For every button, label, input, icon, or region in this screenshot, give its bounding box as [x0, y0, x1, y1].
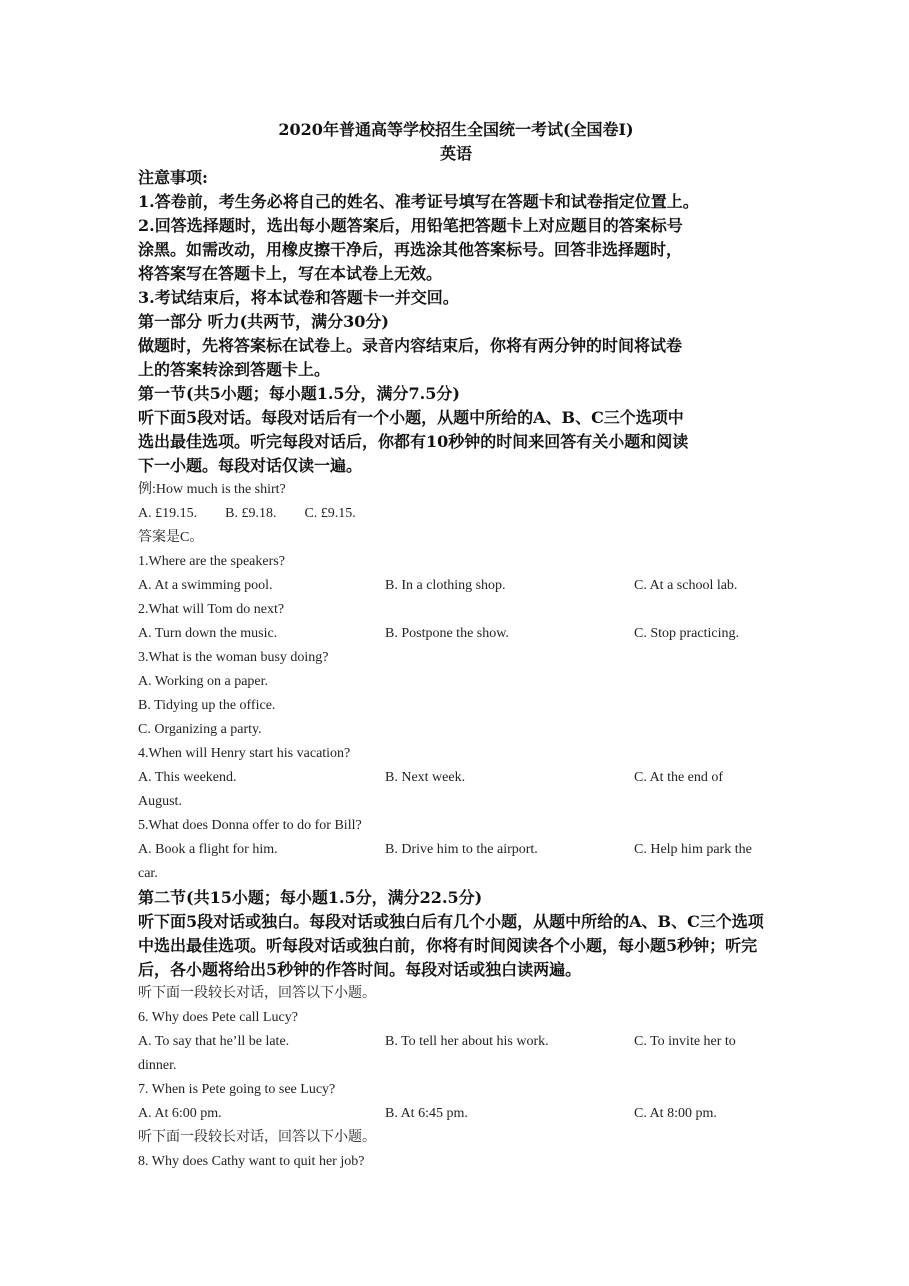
question-5-options	[138, 838, 774, 862]
notes-heading: 注意事项:	[138, 168, 208, 187]
section2-heading: 第二节(共15小题；每小题1.5分，满分22.5分)	[138, 888, 483, 907]
question-3: 3.What is the woman busy doing?	[138, 650, 329, 665]
question-6-options	[138, 1030, 774, 1054]
option-b: B. In a clothing shop.	[385, 578, 506, 593]
option-a: A. Book a flight for him.	[138, 842, 278, 857]
note-2-line-2: 涂黑。如需改动，用橡皮擦干净后，再选涂其他答案标号。回答非选择题时，	[138, 240, 683, 259]
example-question: 例:How much is the shirt?	[138, 482, 286, 497]
option-c: C. Organizing a party.	[138, 722, 262, 737]
example-option-a: A. £19.15.	[138, 506, 198, 521]
question-7-options	[138, 1102, 774, 1126]
option-a: A. This weekend.	[138, 770, 237, 785]
option-b: B. Postpone the show.	[385, 626, 509, 641]
example-option-c: C. £9.15.	[304, 506, 356, 521]
section1-heading: 第一节(共5小题；每小题1.5分，满分7.5分)	[138, 384, 460, 403]
exam-content	[138, 117, 774, 1174]
question-2-options	[138, 622, 774, 646]
example-answer: 答案是C。	[138, 530, 204, 545]
option-c: C. At 8:00 pm.	[634, 1106, 717, 1121]
part1-intro-line-2: 上的答案转涂到答题卡上。	[138, 360, 331, 379]
dialogue-lead: 听下面一段较长对话，回答以下小题。	[138, 986, 376, 1001]
option-c-wrap: August.	[138, 794, 182, 809]
note-3: 3.考试结束后，将本试卷和答题卡一并交回。	[138, 288, 459, 307]
part1-intro-line-1: 做题时，先将答案标在试卷上。录音内容结束后，你将有两分钟的时间将试卷	[138, 336, 683, 355]
option-c: C. Help him park the	[634, 842, 752, 857]
section2-intro-line-2: 中选出最佳选项。听每段对话或独白前，你将有时间阅读各个小题，每小题5秒钟；听完	[138, 936, 758, 955]
option-a: A. To say that he’ll be late.	[138, 1034, 290, 1049]
question-7: 7. When is Pete going to see Lucy?	[138, 1082, 336, 1097]
option-c: C. At the end of	[634, 770, 724, 785]
dialogue-lead: 听下面一段较长对话，回答以下小题。	[138, 1130, 376, 1145]
section2-intro-line-3: 后，各小题将给出5秒钟的作答时间。每段对话或独白读两遍。	[138, 960, 582, 979]
section1-intro-line-3: 下一小题。每段对话仅读一遍。	[138, 456, 363, 475]
question-1: 1.Where are the speakers?	[138, 554, 285, 569]
question-5: 5.What does Donna offer to do for Bill?	[138, 818, 362, 833]
example-option-b: B. £9.18.	[225, 506, 277, 521]
question-4: 4.When will Henry start his vacation?	[138, 746, 351, 761]
example-options	[138, 502, 774, 526]
part1-heading: 第一部分 听力(共两节，满分30分)	[138, 312, 389, 331]
option-a: A. At a swimming pool.	[138, 578, 273, 593]
question-2: 2.What will Tom do next?	[138, 602, 285, 617]
option-a: A. Working on a paper.	[138, 674, 269, 689]
option-c-wrap: car.	[138, 866, 158, 881]
note-2-line-1: 2.回答选择题时，选出每小题答案后，用铅笔把答题卡上对应题目的答案标号	[138, 216, 683, 235]
question-6: 6. Why does Pete call Lucy?	[138, 1010, 298, 1025]
section2-intro-line-1: 听下面5段对话或独白。每段对话或独白后有几个小题，从题中所给的A、B、C三个选项	[138, 912, 764, 931]
question-4-options	[138, 766, 774, 790]
option-c: C. To invite her to	[634, 1034, 736, 1049]
option-a: A. Turn down the music.	[138, 626, 278, 641]
option-b: B. At 6:45 pm.	[385, 1106, 468, 1121]
note-2-line-3: 将答案写在答题卡上，写在本试卷上无效。	[138, 264, 443, 283]
exam-title: 2020年普通高等学校招生全国统一考试(全国卷I)	[278, 120, 634, 139]
option-c-wrap: dinner.	[138, 1058, 177, 1073]
option-b: B. Drive him to the airport.	[385, 842, 538, 857]
option-a: A. At 6:00 pm.	[138, 1106, 222, 1121]
option-b: B. To tell her about his work.	[385, 1034, 549, 1049]
option-c: C. At a school lab.	[634, 578, 738, 593]
option-b: B. Tidying up the office.	[138, 698, 276, 713]
exam-subject: 英语	[439, 144, 472, 163]
option-b: B. Next week.	[385, 770, 466, 785]
question-8: 8. Why does Cathy want to quit her job?	[138, 1154, 365, 1169]
note-1: 1.答卷前，考生务必将自己的姓名、准考证号填写在答题卡和试卷指定位置上。	[138, 192, 699, 211]
section1-intro-line-1: 听下面5段对话。每段对话后有一个小题，从题中所给的A、B、C三个选项中	[138, 408, 684, 427]
question-1-options	[138, 574, 774, 598]
option-c: C. Stop practicing.	[634, 626, 739, 641]
section1-intro-line-2: 选出最佳选项。听完每段对话后，你都有10秒钟的时间来回答有关小题和阅读	[138, 432, 689, 451]
